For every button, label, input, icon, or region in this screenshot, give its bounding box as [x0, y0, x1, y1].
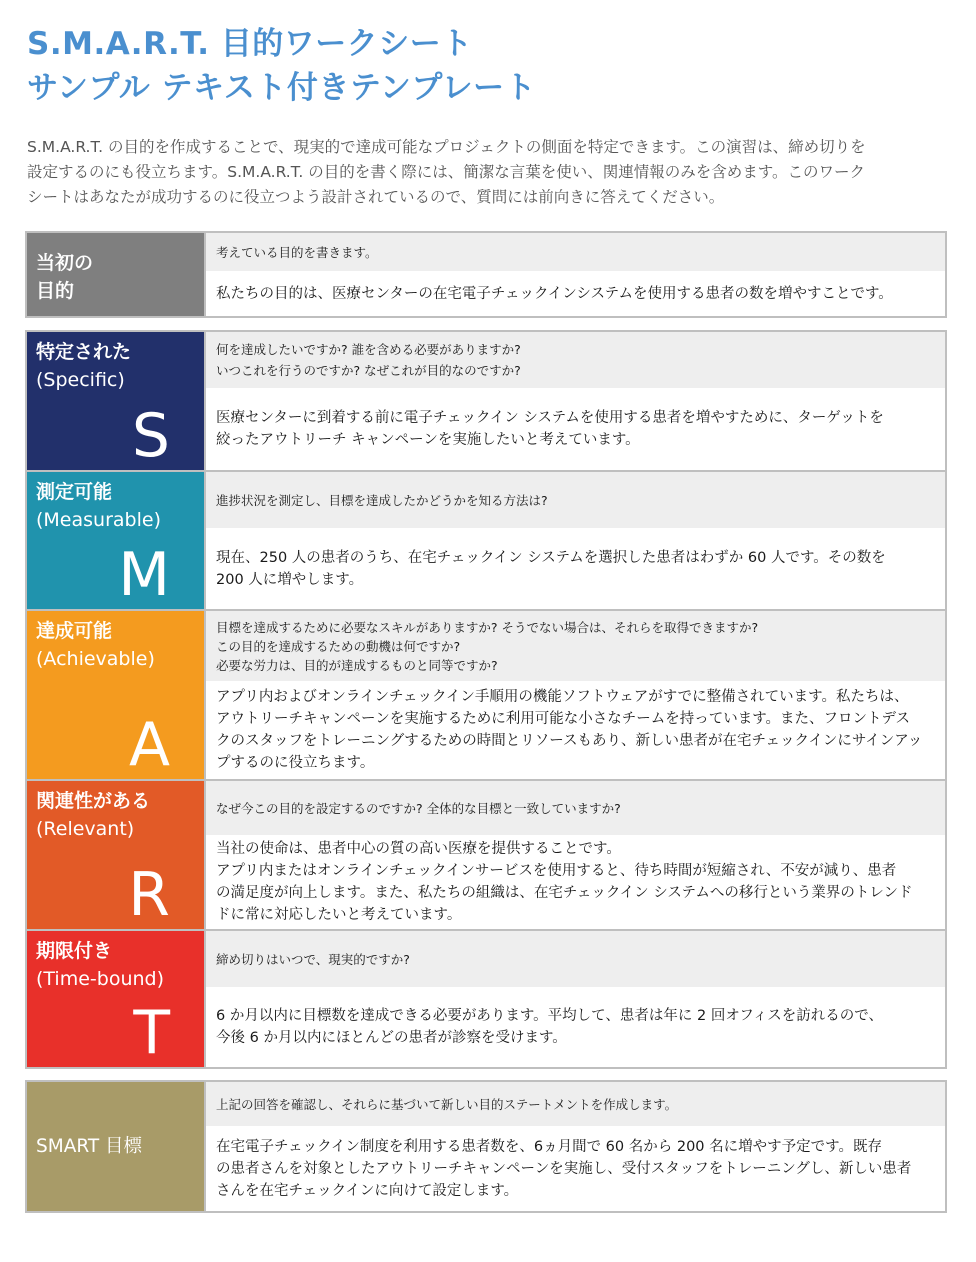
- relevant-question: [206, 781, 945, 835]
- question-line: 締め切りはいつで、現実的ですか?: [216, 951, 410, 967]
- relevant-label-jp: 関連性がある: [36, 790, 151, 812]
- question-line: 進捗状況を測定し、目標を達成したかどうかを知る方法は?: [216, 492, 548, 508]
- smart-row-relevant: [27, 779, 945, 929]
- smart-row-specific: [27, 332, 945, 470]
- measurable-label-en: (Measurable): [36, 509, 161, 531]
- smart-goal-row: [27, 1082, 945, 1211]
- answer-line: 在宅電子チェックイン制度を利用する患者数を、6ヵ月間で 60 名から 200 名に増やす予定です。既存: [216, 1138, 882, 1155]
- specific-cells: [206, 332, 945, 470]
- relevant-answer: [206, 835, 945, 929]
- answer-line: プするのに役立ちます。: [216, 755, 375, 771]
- answer-line: クのスタッフをトレーニングするための時間とリソースもあり、新しい患者が在宅チェックインにサインアッ: [216, 733, 923, 749]
- measurable-label: [27, 472, 204, 609]
- time-bound-label-jp: 期限付き: [36, 940, 113, 962]
- question-line: いつこれを行うのですか? なぜこれが目的なのですか?: [216, 363, 521, 378]
- smart-row-achievable: [27, 609, 945, 779]
- initial-label-line-2: 目的: [36, 280, 75, 302]
- relevant-cells: [206, 781, 945, 929]
- smart-goal-label-text: SMART 目標: [36, 1135, 143, 1157]
- answer-line: の患者さんを対象としたアウトリーチキャンペーンを実施し、受付スタッフをトレーニングし、新しい患者: [216, 1160, 912, 1177]
- answer-line: 当社の使命は、患者中心の質の高い医療を提供することです。: [216, 841, 621, 857]
- question-line: この目的を達成するための動機は何ですか?: [216, 638, 461, 654]
- answer-line: ドに常に対応したいと考えています。: [216, 907, 462, 923]
- achievable-label: [27, 611, 204, 779]
- intro-line: 設定するのにも役立ちます。S.M.A.R.T. の目的を書く際には、簡潔な言葉を使い、関連情報のみを含めます。このワーク: [27, 163, 865, 181]
- smart-goal-label: [27, 1082, 204, 1211]
- initial-objective-row: [27, 233, 945, 316]
- achievable-answer: [206, 681, 945, 779]
- page-title: [27, 22, 536, 110]
- achievable-letter: A: [128, 710, 170, 780]
- intro-line: シートはあなたが成功するのに役立つよう設計されているので、質問には前向きに答えてください。: [27, 188, 725, 206]
- specific-letter: S: [131, 401, 170, 471]
- smart-goal-cells: [206, 1082, 945, 1211]
- answer-line: 現在、250 人の患者のうち、在宅チェックイン システムを選択した患者はわずか 60 人です。その数を: [216, 549, 886, 566]
- answer-line: アウトリーチキャンペーンを実施するために利用可能な小さなチームを持っています。また、フロントデス: [216, 711, 910, 727]
- question-line: 何を達成したいですか? 誰を含める必要がありますか?: [216, 342, 521, 357]
- answer-line: の満足度が向上します。また、私たちの組織は、在宅チェックイン システムへの移行という業界のトレンド: [216, 885, 913, 901]
- time-bound-cells: [206, 931, 945, 1067]
- question-line: 必要な労力は、目的が達成するものと同等ですか?: [216, 657, 498, 673]
- achievable-label-en: (Achievable): [36, 648, 155, 670]
- specific-question: [206, 332, 945, 388]
- initial-objective-cells: [206, 233, 945, 316]
- question-line: なぜ今この目的を設定するのですか? 全体的な目標と一致していますか?: [216, 800, 621, 816]
- achievable-question: [206, 611, 945, 681]
- answer-line: 今後 6 か月以内にほとんどの患者が診察を受けます。: [216, 1030, 567, 1046]
- answer-line: アプリ内またはオンラインチェックインサービスを使用すると、待ち時間が短縮され、不安が減り、患者: [216, 863, 897, 879]
- time-bound-question: [206, 931, 945, 987]
- initial-answer: 私たちの目的は、医療センターの在宅電子チェックインシステムを使用する患者の数を増やすことです。: [206, 271, 945, 316]
- specific-label-jp: 特定された: [36, 341, 132, 363]
- title-line-1: S.M.A.R.T. 目的ワークシート: [27, 26, 473, 62]
- smart-row-measurable: [27, 470, 945, 609]
- achievable-cells: [206, 611, 945, 779]
- smart-goal-answer: [206, 1126, 945, 1211]
- specific-answer: [206, 388, 945, 470]
- smart-row-time-bound: [27, 929, 945, 1067]
- initial-label-line-1: 当初の: [36, 252, 94, 274]
- initial-objective-table: [25, 231, 947, 318]
- smart-goal-question: 上記の回答を確認し、それらに基づいて新しい目的ステートメントを作成します。: [206, 1082, 945, 1126]
- measurable-answer: [206, 528, 945, 609]
- title-line-2: サンプル テキスト付きテンプレート: [27, 70, 537, 106]
- measurable-question: [206, 472, 945, 528]
- answer-line: 絞ったアウトリーチ キャンペーンを実施したいと考えています。: [216, 432, 640, 448]
- time-bound-label: [27, 931, 204, 1067]
- specific-label: [27, 332, 204, 470]
- answer-line: 200 人に増やします。: [216, 571, 364, 588]
- answer-line: アプリ内およびオンラインチェックイン手順用の機能ソフトウェアがすでに整備されています。私たちは、: [216, 689, 909, 705]
- answer-line: 医療センターに到着する前に電子チェックイン システムを使用する患者を増やすために、ターゲットを: [216, 410, 884, 426]
- intro-line: S.M.A.R.T. の目的を作成することで、現実的で達成可能なプロジェクトの側面を特定できます。この演習は、締め切りを: [27, 138, 866, 156]
- measurable-cells: [206, 472, 945, 609]
- answer-line: さんを在宅チェックインに向けて設定します。: [216, 1182, 519, 1199]
- time-bound-letter: T: [133, 998, 170, 1068]
- time-bound-label-en: (Time-bound): [36, 968, 165, 990]
- achievable-label-jp: 達成可能: [36, 620, 113, 642]
- smart-table: [25, 330, 947, 1069]
- relevant-label-en: (Relevant): [36, 818, 135, 840]
- specific-label-en: (Specific): [36, 369, 125, 391]
- measurable-letter: M: [118, 540, 170, 610]
- initial-objective-label: [27, 233, 204, 316]
- smart-goal-table: [25, 1080, 947, 1213]
- time-bound-answer: [206, 987, 945, 1067]
- measurable-label-jp: 測定可能: [36, 481, 113, 503]
- initial-question: 考えている目的を書きます。: [206, 233, 945, 271]
- question-line: 目標を達成するために必要なスキルがありますか? そうでない場合は、それらを取得できますか?: [216, 619, 759, 635]
- relevant-letter: R: [128, 860, 170, 930]
- answer-line: 6 か月以内に目標数を達成できる必要があります。平均して、患者は年に 2 回オフィスを訪れるので、: [216, 1008, 883, 1024]
- intro-paragraph: [27, 135, 927, 210]
- relevant-label: [27, 781, 204, 929]
